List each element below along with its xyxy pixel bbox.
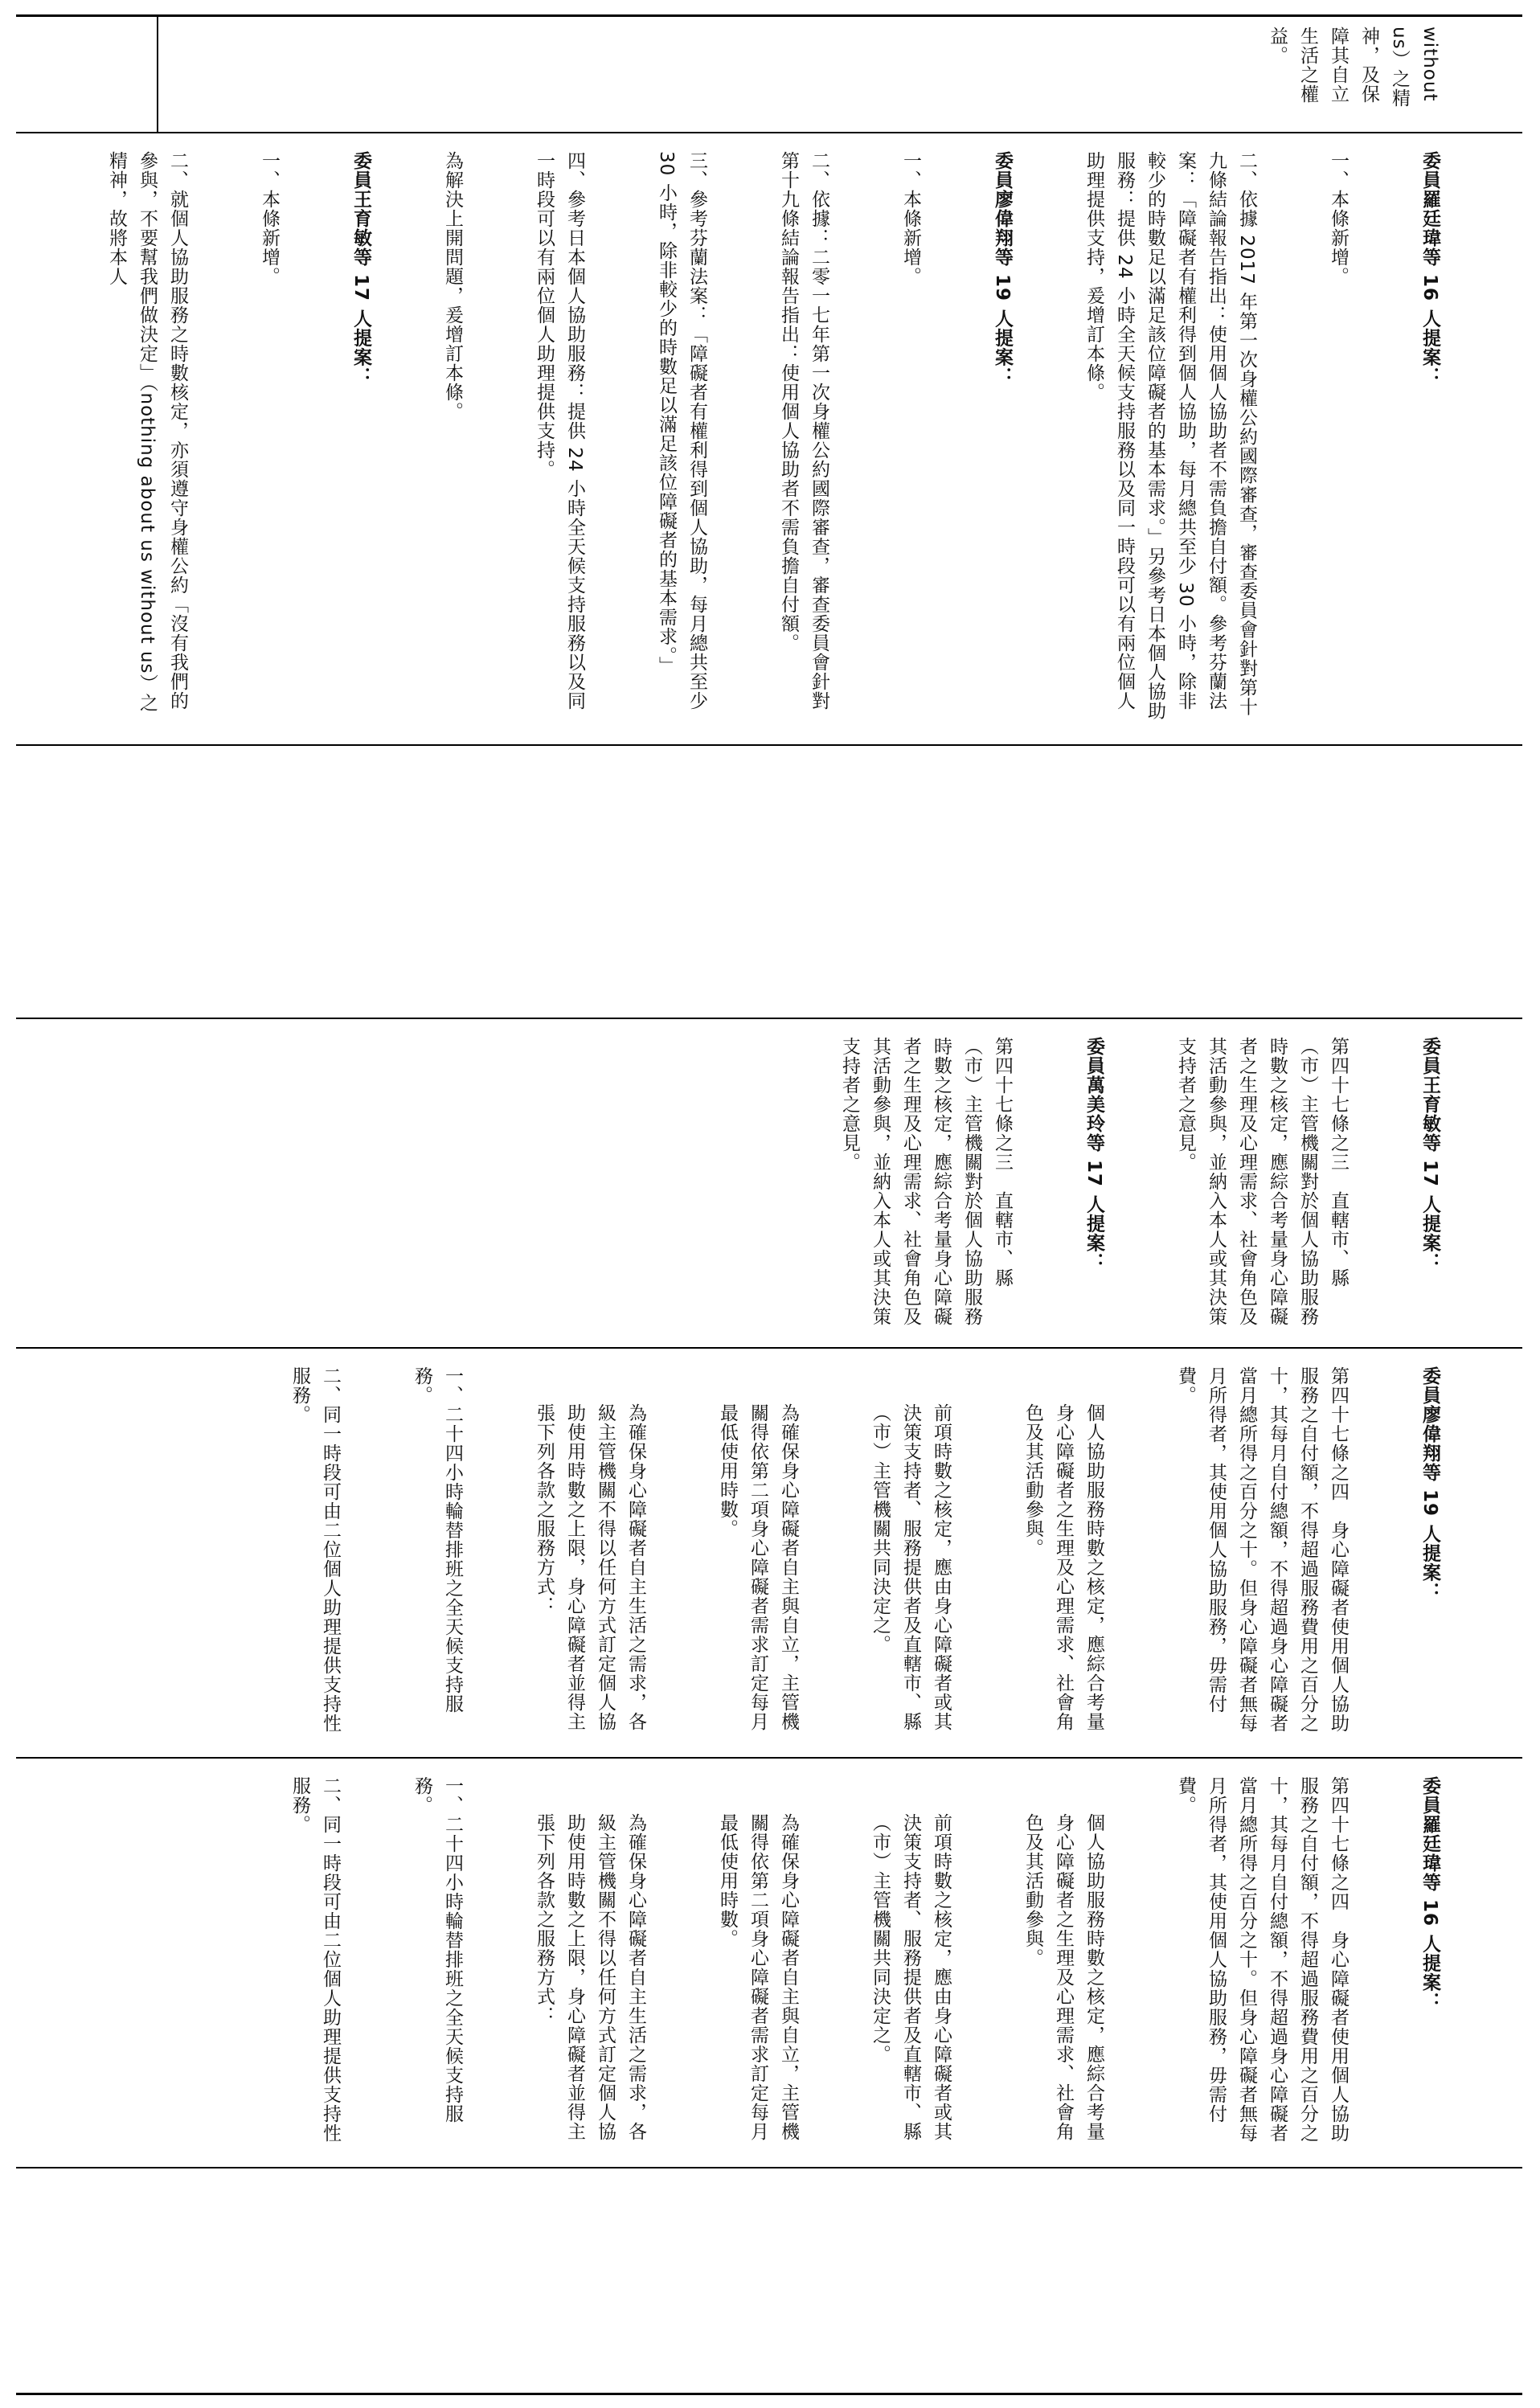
proposal-liao-head: 委員廖偉翔等 19 人提案： [1419,1366,1440,1602]
proposal-wan-head: 委員萬美玲等 17 人提案： [1083,1037,1104,1272]
proposal-liao-item-2: 二、同一時段可由二位個人助理提供支持性服務。 [289,1366,341,1733]
proposal-liao-para5: 為確保身心障礙者自主生活之需求，各級主管機關不得以任何方式訂定個人協助使用時數之上限，身心障礙者並得主張下列各款之服務方式： [534,1403,646,1731]
explanation-head-wang: 委員王育敏等 17 人提案： [350,151,371,387]
proposal-lo-para5: 為確保身心障礙者自主生活之需求，各級主管機關不得以任何方式訂定個人協助使用時數之上限，身心障礙者並得主張下列各款之服務方式： [534,1813,646,2141]
proposal-lo-para2: 個人協助服務時數之核定，應綜合考量身心障礙者之生理及心理需求、社會角色及其活動參與。 [1022,1813,1104,2141]
proposal-wan-body: 第四十七條之三 直轄市、縣（市）主管機關對於個人協助服務時數之核定，應綜合考量身心障礙者之生理及心理需求、社會角色及其活動參與，並納入本人或其決策支持者之意見。 [839,1037,1013,1326]
explanation-liao-line-4: 四、參考日本個人協助服務：提供 24 小時全天候支持服務以及同一時段可以有兩位個人助理提供支持。 [534,151,585,711]
table-row-main [16,133,1522,2394]
cell-explanation [16,133,1522,744]
proposal-wang-head: 委員王育敏等 17 人提案： [1419,1037,1440,1272]
cell-blank [16,17,157,132]
comparison-table [16,14,1522,2395]
explanation-liao-line-2: 二、依據：二零一七年第一次身權公約國際審查，審查委員會針對第十九條結論報告指出：使用個人協助者不需負擔自付額。 [778,151,829,711]
proposal-lo-article: 第四十七條之四 身心障礙者使用個人協助服務之自付額，不得超過服務費用之百分之十，其每月自付總額，不得超過身心障礙者當月總所得之百分之十。但身心障礙者無每月所得者，其使用個人協助服務，毋需付費。 [1175,1776,1349,2143]
explanation-head-lo: 委員羅廷瑋等 16 人提案： [1419,151,1440,387]
proposal-liao-article: 第四十七條之四 身心障礙者使用個人協助服務之自付額，不得超過服務費用之百分之十，其每月自付總額，不得超過身心障礙者當月總所得之百分之十。但身心障礙者無每月所得者，其使用個人協助服務，毋需付費。 [1175,1366,1349,1733]
explanation-liao-line-3: 三、參考芬蘭法案：「障礙者有權利得到個人協助，每月總共至少 30 小時，除非較少的時數足以滿足該位障礙者的基本需求。」 [656,151,707,718]
proposal-liao-para4: 為確保身心障礙者自主與自立，主管機關得依第二項身心障礙者需求訂定每月最低使用時數。 [717,1403,799,1731]
explanation-liao-line-1: 一、本條新增。 [900,151,921,286]
cell-proposal-lo [16,1757,1522,2167]
proposal-wang-body: 第四十七條之三 直轄市、縣（市）主管機關對於個人協助服務時數之核定，應綜合考量身心障礙者之生理及心理需求、社會角色及其活動參與，並納入本人或其決策支持者之意見。 [1175,1037,1349,1326]
explanation-wang-line-1: 一、本條新增。 [259,151,280,286]
continuation-text: without us）之精神，及保障其自立生活之權益。 [1267,27,1440,109]
cell-proposal-liao [16,1347,1522,1757]
table-row-continuation [16,17,1522,133]
explanation-lo-line-2: 二、依據 2017 年第一次身權公約國際審查，審查委員會針對第十九條結論報告指出：使用個人協助者不需負擔自付額。參考芬蘭法案：「障礙者有權利得到個人協助，每月總共至少 30 小時，除非較少的時數足以滿足該位障礙者的基本需求。」另參考日本個人協助服務：提供 24 小時全天候支持服務以及同一時段可以有兩位個人助理提供支持，爰增訂本條。 [1083,151,1257,721]
explanation-head-liao: 委員廖偉翔等 19 人提案： [992,151,1013,387]
explanation-lo-line-1: 一、本條新增。 [1328,151,1349,286]
proposal-liao-para2: 個人協助服務時數之核定，應綜合考量身心障礙者之生理及心理需求、社會角色及其活動參與。 [1022,1403,1104,1731]
cell-blank-bottom [16,2167,1522,2394]
cell-proposal-wang [16,1018,1522,1347]
explanation-wang-line-2: 二、就個人協助服務之時數核定，亦須遵守身權公約「沒有我們的參與，不要幫我們做決定」（nothing about us without us）之精神，故將本人 [106,151,188,713]
proposal-lo-item-2: 二、同一時段可由二位個人助理提供支持性服務。 [289,1776,341,2143]
proposal-lo-para4: 為確保身心障礙者自主與自立，主管機關得依第二項身心障礙者需求訂定每月最低使用時數。 [717,1813,799,2141]
proposal-lo-para3: 前項時數之核定，應由身心障礙者或其決策支持者、服務提供者及直轄市、縣（市）主管機關共同決定之。 [870,1813,952,2141]
cell-continuation-text [157,17,1522,132]
proposal-liao-para3: 前項時數之核定，應由身心障礙者或其決策支持者、服務提供者及直轄市、縣（市）主管機關共同決定之。 [870,1403,952,1731]
proposal-lo-item-1: 一、二十四小時輪替排班之全天候支持服務。 [412,1776,463,2123]
cell-blank-existing [16,744,1522,1018]
proposal-liao-item-1: 一、二十四小時輪替排班之全天候支持服務。 [412,1366,463,1714]
proposal-lo-head: 委員羅廷瑋等 16 人提案： [1419,1776,1440,2012]
explanation-liao-line-5: 為解決上開問題，爰增訂本條。 [442,151,463,421]
